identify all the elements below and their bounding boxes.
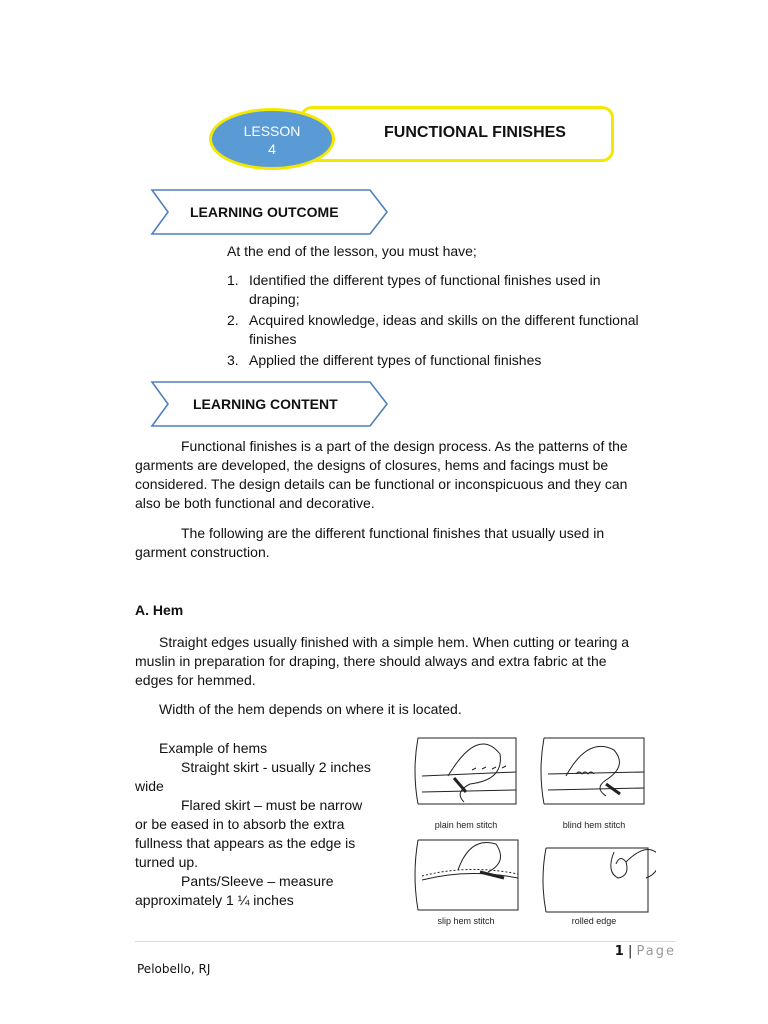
outcome-intro: At the end of the lesson, you must have; [227, 243, 477, 259]
list-item: 1. Identified the different types of functional finishes used in draping; [227, 272, 601, 307]
blind-hem-drawing [541, 738, 644, 804]
page-number [560, 944, 676, 959]
lesson-badge [209, 108, 335, 170]
hem-paragraph-2: Width of the hem depends on where it is located. [159, 701, 462, 717]
hem-paragraph-1: Straight edges usually finished with a simple hem. When cutting or tearing a muslin in preparation for draping, there should always and extra fabric at the edges for hemmed. [135, 634, 630, 688]
plain-hem-label: plain hem stitch [434, 820, 498, 830]
lesson-title: FUNCTIONAL FINISHES [384, 124, 566, 141]
slip-hem-drawing [415, 840, 518, 910]
outcome-list [227, 271, 687, 370]
rolled-edge-drawing [543, 848, 656, 912]
hem-heading: A. Hem [135, 602, 184, 618]
list-item: 2. Acquired knowledge, ideas and skills on the different functional finishes [227, 312, 639, 347]
learning-outcome-heading: LEARNING OUTCOME [190, 204, 339, 220]
blind-hem-label: blind hem stitch [562, 820, 626, 830]
content-paragraph-1: Functional finishes is a part of the design process. As the patterns of the garments are developed, the designs of closures, hems and facings must be considered. The design details can be functional or inconspicuous and they can also be both functional and decorative. [135, 438, 628, 511]
list-item: 3. Applied the different types of functional finishes [227, 352, 542, 368]
content-paragraph-2: The following are the different functional finishes that usually used in garment construction. [135, 525, 605, 560]
hem-examples: Example of hems Straight skirt - usually 2 inches wide Flared skirt – must be narrow or be eased in to absorb the extra fullness that appears as the edge is turned up. Pants/Sleeve – measure approximately 1 ¼ inches [135, 740, 371, 908]
footer-divider [135, 941, 675, 942]
plain-hem-drawing [415, 738, 516, 804]
lesson-badge-number: 4 [268, 141, 276, 157]
page-number-value: 1 [614, 944, 624, 959]
page-separator: | [627, 944, 633, 959]
slip-hem-label: slip hem stitch [437, 916, 495, 926]
hem-stitch-illustration [408, 732, 656, 928]
rolled-edge-label: rolled edge [571, 916, 617, 926]
learning-content-heading: LEARNING CONTENT [193, 396, 338, 412]
author-name: Pelobello, RJ [137, 962, 211, 976]
lesson-badge-label: LESSON [243, 123, 301, 139]
page-word: Page [636, 944, 676, 959]
